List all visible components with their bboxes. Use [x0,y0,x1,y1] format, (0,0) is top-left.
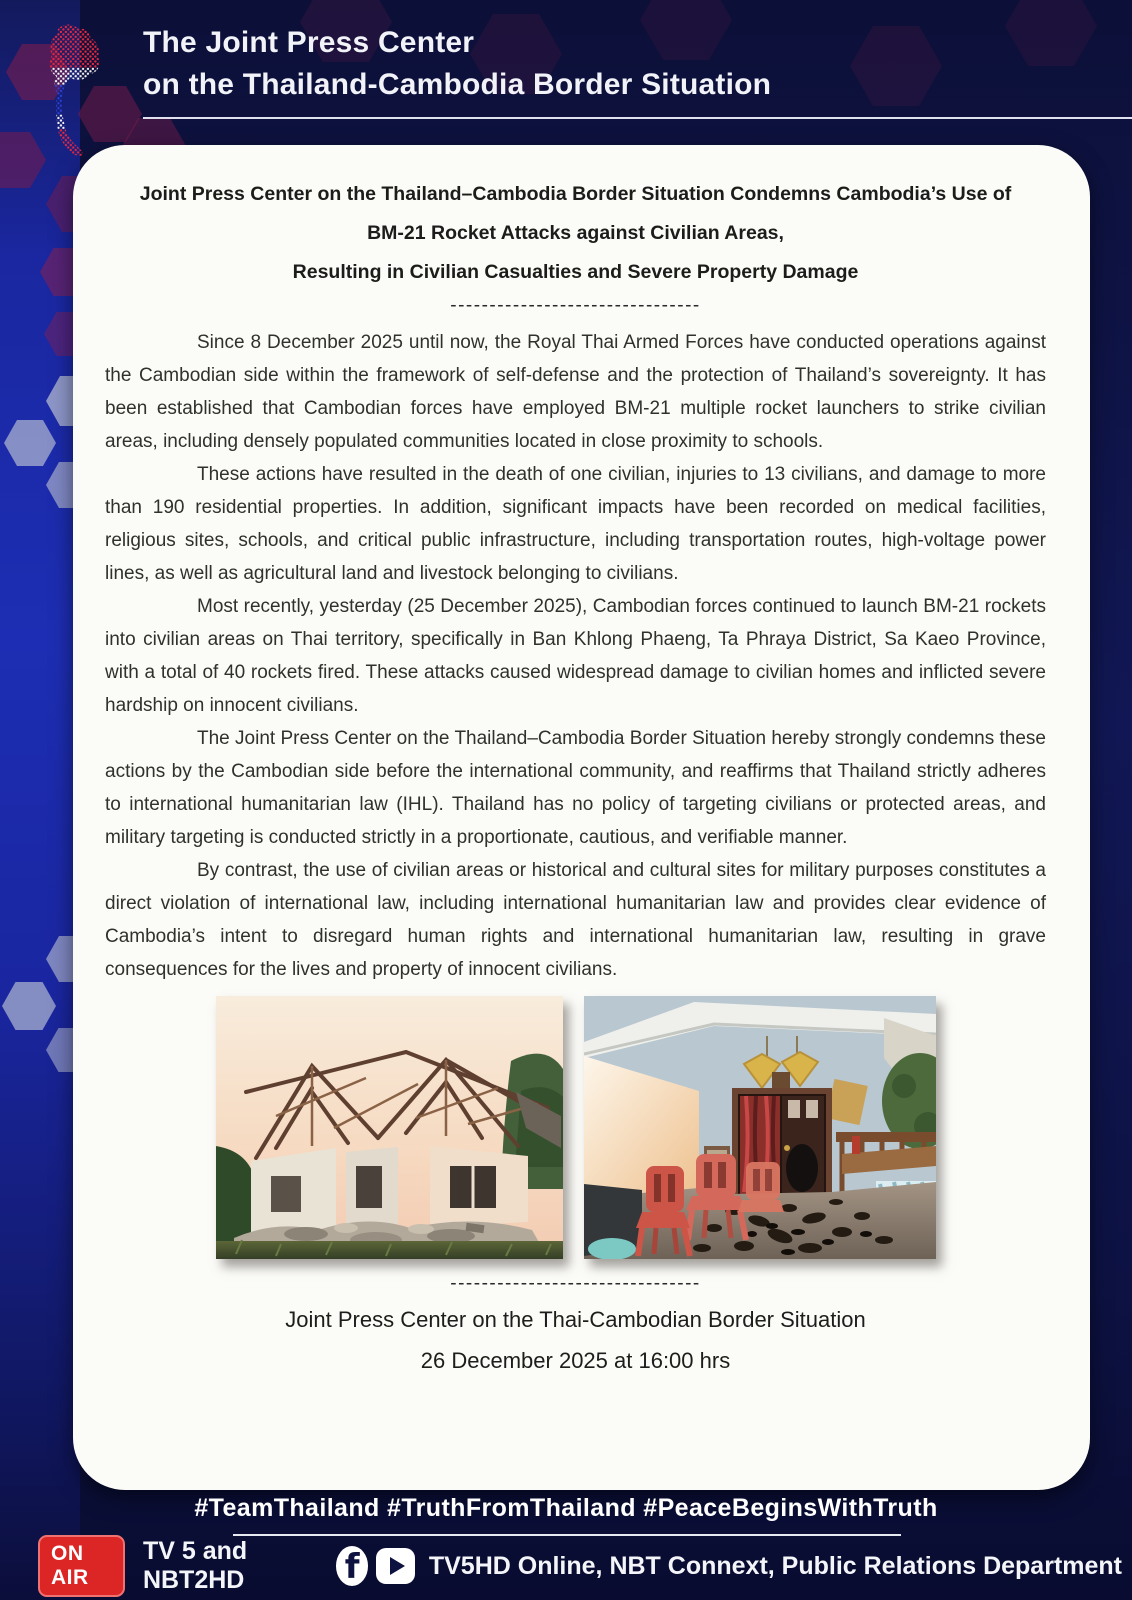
footer-divider [233,1534,901,1536]
destroyed-house-photo [216,996,563,1259]
page-title-line-2: on the Thailand-Cambodia Border Situation [143,68,772,101]
press-headline-line-3: Resulting in Civilian Casualties and Severe Property Damage [292,261,859,283]
damaged-interior-photo [584,996,936,1259]
header-divider [143,117,1132,119]
paragraph-3: Most recently, yesterday (25 December 2025), Cambodian forces continued to launch BM-21 rockets into civilian areas on Thai territory, specifically in Ban Khlong Phaeng, Ta Phraya District, Sa Kaeo Province, with a total of 40 rockets fired. These attacks caused widespread damage to civilian homes and inflicted severe hardship on innocent civilians. [105,596,1046,716]
photo-row [105,996,1046,1259]
thailand-map-logo [30,14,112,164]
press-body [105,326,1046,986]
left-blue-strip [0,0,80,1600]
separator-top: -------------------------------- [450,295,701,316]
paragraph-2: These actions have resulted in the death of one civilian, injuries to 13 civilians, and damage to more than 190 residential properties. In addition, significant impacts have been recorded on medical facilities, religious sites, schools, and critical public infrastructure, including transportation routes, high-voltage power lines, as well as agricultural land and livestock belonging to civilians. [105,464,1046,584]
online-channels-label: TV5HD Online, NBT Connext, Public Relations Department [428,1551,1122,1580]
press-headline [105,175,1046,292]
signoff-datetime: 26 December 2025 at 16:00 hrs [420,1348,731,1373]
broadcast-channels-label: TV 5 and NBT2HD [142,1537,248,1594]
on-air-badge: ON AIR [38,1535,125,1597]
broadcast-bar [38,1537,1122,1594]
paragraph-1: Since 8 December 2025 until now, the Royal Thai Armed Forces have conducted operations against the Cambodian side within the framework of self-defense and the protection of Thailand’s sovereignty. It has been established that Cambodian forces have employed BM-21 multiple rocket launchers to strike civilian areas, including densely populated communities located in close proximity to schools. [105,332,1046,452]
paragraph-4: The Joint Press Center on the Thailand–Cambodia Border Situation hereby strongly condemns these actions by the Cambodian side before the international community, and reaffirms that Thailand strictly adheres to international humanitarian law (IHL). Thailand has no policy of targeting civilians or protected areas, and military targeting is conducted strictly in a proportionate, cautious, and verifiable manner. [105,728,1046,848]
youtube-icon[interactable] [376,1548,415,1584]
separator-bottom: -------------------------------- [450,1273,701,1294]
press-headline-line-1: Joint Press Center on the Thailand–Cambodia Border Situation Condemns Cambodia’s Use of [139,183,1012,205]
hashtags: #TeamThailand #TruthFromThailand #PeaceBeginsWithTruth [194,1494,938,1522]
press-release-card [73,145,1090,1490]
signoff [105,1299,1046,1381]
press-headline-line-2: BM-21 Rocket Attacks against Civilian Areas, [367,222,784,244]
page-title-line-1: The Joint Press Center [143,26,475,59]
page-title [143,22,771,106]
facebook-icon[interactable]: f [336,1546,368,1586]
paragraph-5: By contrast, the use of civilian areas or historical and cultural sites for military purposes constitutes a direct violation of international law, including international humanitarian law and provides clear evidence of Cambodia’s intent to disregard human rights and international humanitarian law, resulting in grave consequences for the lives and property of innocent civilians. [105,860,1046,980]
signoff-organization: Joint Press Center on the Thai-Cambodian Border Situation [285,1307,866,1332]
